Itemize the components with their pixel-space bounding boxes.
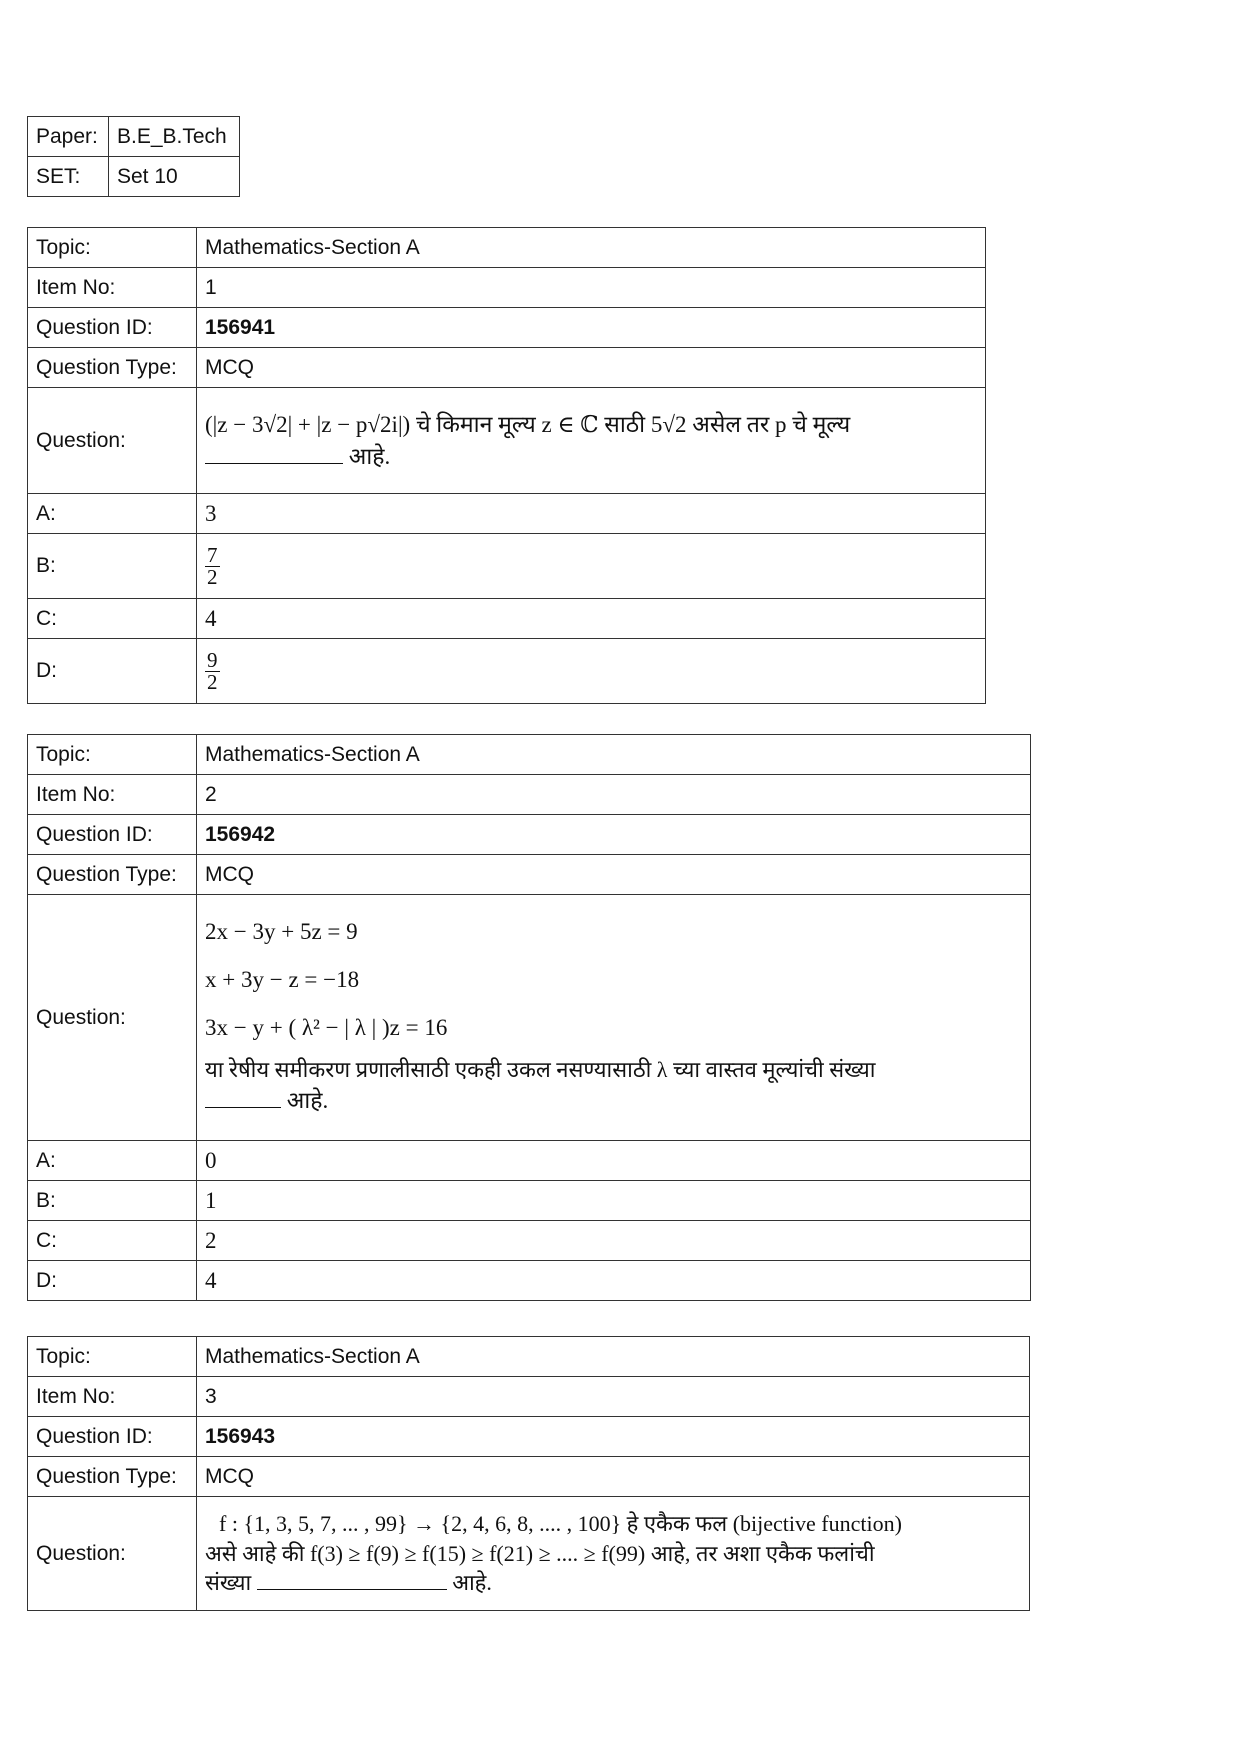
question-line: असे आहे की f(3) ≥ f(9) ≥ f(15) ≥ f(21) ≥ .... ≥ f(99) आहे, तर अशा एकैक फलांची (205, 1540, 875, 1566)
question-id-value: 156942 (197, 815, 1031, 855)
item-no-label: Item No: (28, 775, 197, 815)
question-line: f : {1, 3, 5, 7, ... , 99} → {2, 4, 6, 8, .... , 100} हे एकैक फल (bijective function) (219, 1510, 902, 1536)
topic-value: Mathematics-Section A (197, 735, 1031, 775)
question-text (197, 388, 986, 494)
option-c-value: 4 (197, 599, 986, 639)
question-line: संख्या आहे. (205, 1570, 492, 1596)
answer-blank (205, 463, 343, 464)
topic-value: Mathematics-Section A (197, 1337, 1030, 1377)
topic-label: Topic: (28, 1337, 197, 1377)
question-type-value: MCQ (197, 1457, 1030, 1497)
option-c-value: 2 (197, 1221, 1031, 1261)
item-no-value: 3 (197, 1377, 1030, 1417)
question-text (197, 895, 1031, 1141)
question-line: (|z − 3√2| + |z − p√2i|) चे किमान मूल्य z ∈ ℂ साठी 5√2 असेल तर p चे मूल्य (205, 412, 851, 438)
option-a-label: A: (28, 1141, 197, 1181)
set-label: SET: (28, 157, 109, 197)
option-d-value (197, 639, 986, 704)
fraction (205, 545, 220, 588)
paper-set-table (27, 116, 240, 197)
question-label: Question: (28, 1497, 197, 1611)
set-value: Set 10 (109, 157, 240, 197)
topic-label: Topic: (28, 228, 197, 268)
question-id-label: Question ID: (28, 815, 197, 855)
denominator: 2 (207, 670, 218, 694)
question-label: Question: (28, 895, 197, 1141)
question-type-label: Question Type: (28, 855, 197, 895)
option-c-label: C: (28, 1221, 197, 1261)
question-id-label: Question ID: (28, 308, 197, 348)
numerator: 9 (207, 648, 218, 672)
question-type-value: MCQ (197, 348, 986, 388)
question-id-value: 156943 (197, 1417, 1030, 1457)
paper-value: B.E_B.Tech (109, 117, 240, 157)
question-id-label: Question ID: (28, 1417, 197, 1457)
answer-blank (205, 1107, 281, 1108)
option-b-value: 1 (197, 1181, 1031, 1221)
question-type-label: Question Type: (28, 1457, 197, 1497)
question-table-3 (27, 1336, 1030, 1611)
equation-2: x + 3y − z = −18 (205, 967, 360, 993)
question-line: आहे. (205, 441, 977, 472)
item-no-value: 2 (197, 775, 1031, 815)
option-a-value: 3 (197, 494, 986, 534)
paper-label: Paper: (28, 117, 109, 157)
fraction (205, 650, 220, 693)
question-table-2 (27, 734, 1031, 1301)
question-type-label: Question Type: (28, 348, 197, 388)
item-no-label: Item No: (28, 268, 197, 308)
option-b-label: B: (28, 1181, 197, 1221)
option-a-value: 0 (197, 1141, 1031, 1181)
question-type-value: MCQ (197, 855, 1031, 895)
option-b-label: B: (28, 534, 197, 599)
numerator: 7 (207, 543, 218, 567)
option-d-value: 4 (197, 1261, 1031, 1301)
option-c-label: C: (28, 599, 197, 639)
option-d-label: D: (28, 639, 197, 704)
equation-3: 3x − y + ( λ² − | λ | )z = 16 (205, 1015, 448, 1041)
equation-1: 2x − 3y + 5z = 9 (205, 919, 358, 945)
question-line: आहे. (205, 1085, 1022, 1116)
denominator: 2 (207, 565, 218, 589)
item-no-label: Item No: (28, 1377, 197, 1417)
option-b-value (197, 534, 986, 599)
question-text (197, 1497, 1030, 1611)
topic-label: Topic: (28, 735, 197, 775)
item-no-value: 1 (197, 268, 986, 308)
question-line: या रेषीय समीकरण प्रणालीसाठी एकही उकल नसण्यासाठी λ च्या वास्तव मूल्यांची संख्या (205, 1057, 876, 1083)
question-table-1 (27, 227, 986, 704)
topic-value: Mathematics-Section A (197, 228, 986, 268)
question-label: Question: (28, 388, 197, 494)
option-d-label: D: (28, 1261, 197, 1301)
option-a-label: A: (28, 494, 197, 534)
answer-blank (257, 1589, 447, 1590)
question-id-value: 156941 (197, 308, 986, 348)
